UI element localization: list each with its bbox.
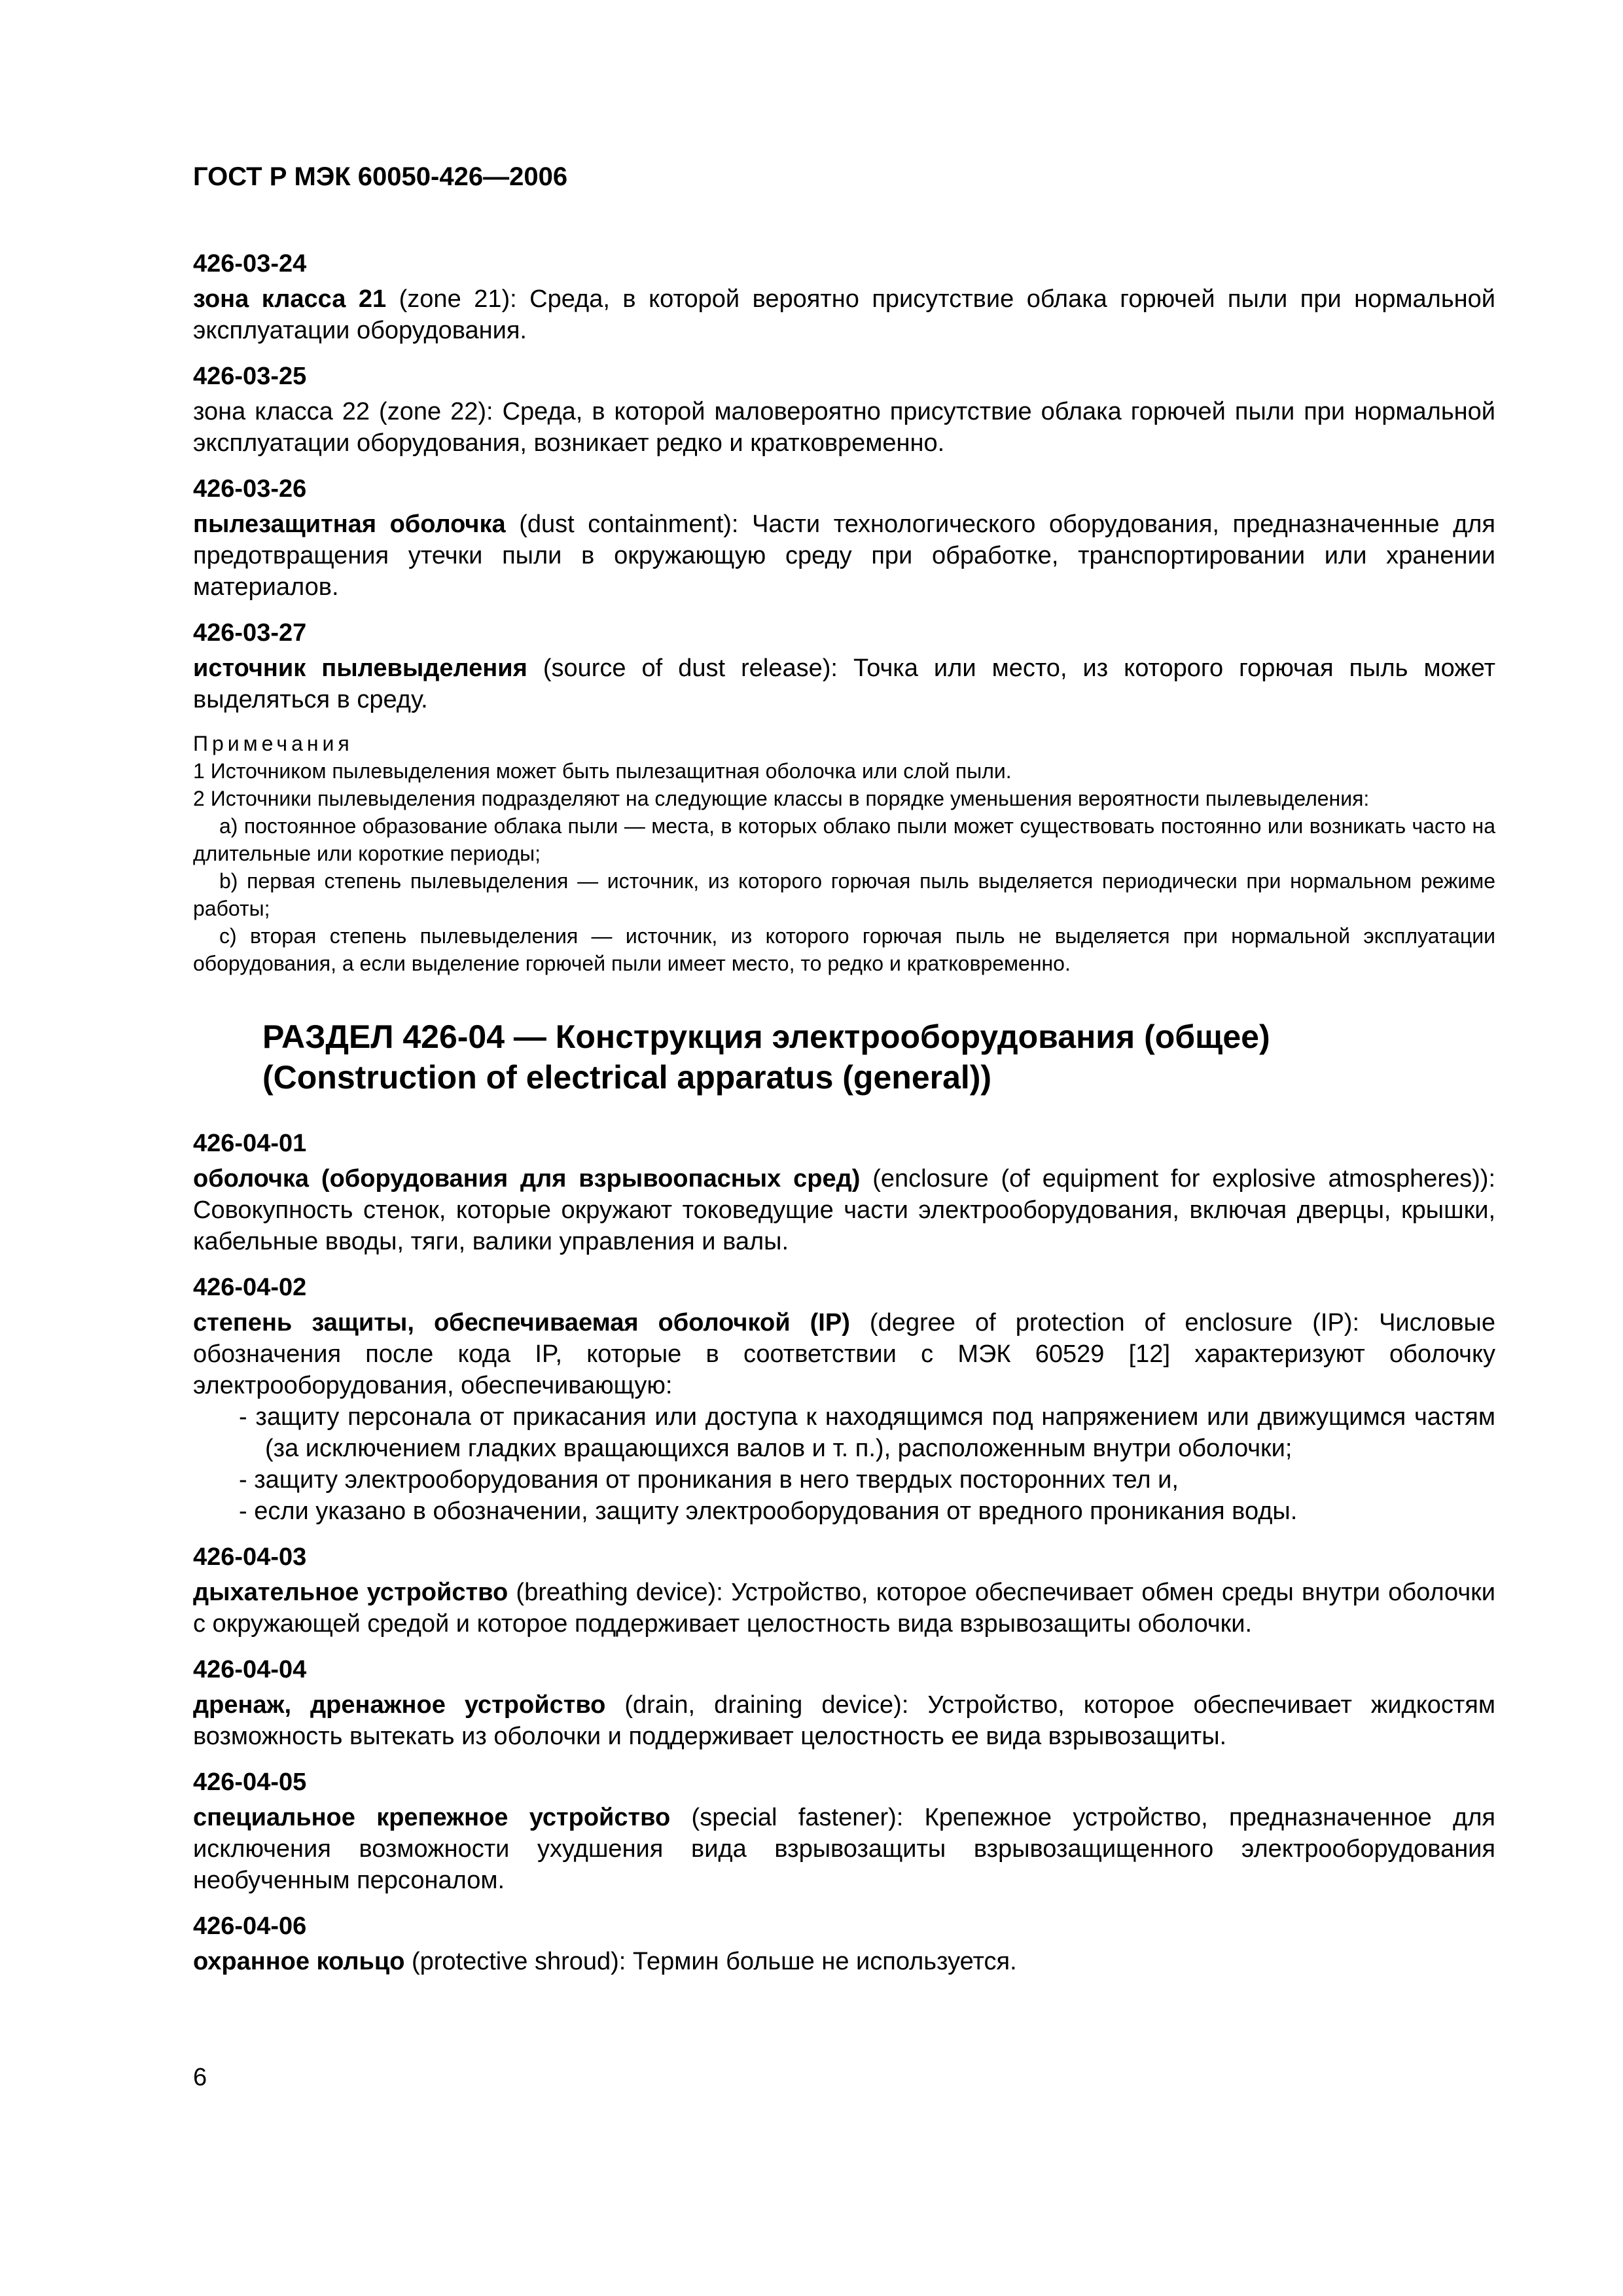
- note-2-item-b: b) первая степень пылевыделения — источник, из которого горючая пыль выделяется периодически при нормальном режиме работы;: [193, 869, 1495, 920]
- term-definition: [193, 396, 1495, 459]
- term-name: оболочка (оборудования для взрывоопасных сред): [193, 1165, 861, 1193]
- protection-list: [193, 1401, 1495, 1527]
- term-entry: [193, 1128, 1495, 1257]
- term-id: 426-04-03: [193, 1543, 307, 1571]
- term-name: специальное крепежное устройство: [193, 1804, 671, 1831]
- term-definition: [193, 283, 1495, 346]
- term-definition: [193, 653, 1495, 715]
- term-text: (breathing device): Устройство, которое обеспечивает обмен среды внутри оболочки с окружающей средой и которое поддерживает целостность вида взрывозащиты оболочки.: [193, 1579, 1495, 1638]
- term-name: зона класса 21: [193, 285, 387, 313]
- term-definition: [193, 1577, 1495, 1640]
- term-text: (protective shroud): Термин больше не используется.: [404, 1948, 1017, 1975]
- term-entry: [193, 361, 1495, 459]
- term-name: охранное кольцо: [193, 1948, 405, 1975]
- term-entry: [193, 617, 1495, 715]
- term-id: 426-04-05: [193, 1768, 307, 1796]
- note-2: 2 Источники пылевыделения подразделяют на следующие классы в порядке уменьшения вероятности пылевыделения:: [193, 787, 1370, 810]
- term-text: (special fastener): Крепежное устройство, предназначенное для исключения возможности ухудшения вида взрывозащиты взрывозащищенного электрооборудования необученным персоналом.: [193, 1804, 1495, 1894]
- note-2-item-a: а) постоянное образование облака пыли — места, в которых облако пыли может существовать постоянно или возникать часто на длительные или короткие периоды;: [193, 814, 1495, 865]
- term-text: (drain, draining device): Устройство, которое обеспечивает жидкостям возможность вытекать из оболочки и поддерживает целостность ее вида взрывозащиты.: [193, 1691, 1495, 1750]
- term-definition: [193, 509, 1495, 603]
- term-id: 426-03-24: [193, 250, 307, 278]
- term-definition: [193, 1307, 1495, 1401]
- term-id: 426-04-01: [193, 1130, 307, 1157]
- section-title-line-2: (Construction of electrical apparatus (general)): [262, 1059, 992, 1096]
- term-text: (zone 21): Среда, в которой вероятно присутствие облака горючей пыли при нормальной эксплуатации оборудования.: [193, 285, 1495, 344]
- term-id: 426-03-26: [193, 475, 307, 503]
- term-name: степень защиты, обеспечиваемая оболочкой (IP): [193, 1309, 850, 1336]
- term-id: 426-03-25: [193, 363, 307, 390]
- term-entry: [193, 1654, 1495, 1752]
- term-name: пылезащитная оболочка: [193, 511, 506, 538]
- term-definition: [193, 1946, 1495, 1977]
- notes-block: [193, 730, 1495, 977]
- term-id: 426-04-02: [193, 1274, 307, 1301]
- term-definition: [193, 1802, 1495, 1896]
- note-2-item-c: c) вторая степень пылевыделения — источник, из которого горючая пыль не выделяется при нормальной эксплуатации оборудования, а если выделение горючей пыли имеет место, то редко и кратковременно.: [193, 924, 1495, 975]
- term-entry: [193, 1910, 1495, 1977]
- term-id: 426-04-04: [193, 1656, 307, 1683]
- term-entry: [193, 1272, 1495, 1527]
- term-name: источник пылевыделения: [193, 655, 527, 682]
- term-text: (source of dust release): Точка или место, из которого горючая пыль может выделяться в среду.: [193, 655, 1495, 713]
- list-item: - если указано в обозначении, защиту электрооборудования от вредного проникания воды.: [239, 1498, 1298, 1525]
- term-definition: [193, 1689, 1495, 1752]
- page-number: 6: [193, 2064, 207, 2091]
- list-item: - защиту электрооборудования от проникания в него твердых посторонних тел и,: [239, 1466, 1179, 1494]
- term-name: дыхательное устройство: [193, 1579, 508, 1606]
- term-name: дренаж, дренажное устройство: [193, 1691, 606, 1719]
- notes-title: Примечания: [193, 732, 353, 755]
- section-title: [262, 1016, 1495, 1098]
- term-text: (dust containment): Части технологического оборудования, предназначенные для предотвращения утечки пыли в окружающую среду при обработке, транспортировании или хранении материалов.: [193, 511, 1495, 601]
- term-definition: [193, 1163, 1495, 1257]
- term-id: 426-03-27: [193, 619, 307, 647]
- term-entry: [193, 473, 1495, 603]
- document-page: [193, 160, 1495, 1992]
- term-text: (degree of protection of enclosure (IP): Числовые обозначения после кода IP, которые в соответствии с МЭК 60529 [12] характеризуют оболочку электрооборудования, обеспечивающую:: [193, 1309, 1495, 1399]
- document-header: ГОСТ Р МЭК 60050-426—2006: [193, 162, 568, 191]
- term-entry: [193, 1541, 1495, 1640]
- term-entry: [193, 1767, 1495, 1896]
- term-id: 426-04-06: [193, 1912, 307, 1940]
- note-1: 1 Источником пылевыделения может быть пылезащитная оболочка или слой пыли.: [193, 759, 1012, 783]
- list-item: - защиту персонала от прикасания или доступа к находящимся под напряжением или движущимся частям (за исключением гладких вращающихся валов и т. п.), расположенным внутри оболочки;: [239, 1403, 1495, 1462]
- term-entry: [193, 248, 1495, 346]
- section-title-line-1: РАЗДЕЛ 426-04 — Конструкция электрооборудования (общее): [262, 1018, 1270, 1055]
- term-text: (enclosure (of equipment for explosive atmospheres)): Совокупность стенок, которые окружают токоведущие части электрооборудования, включая дверцы, крышки, кабельные вводы, тяги, валики управления и валы.: [193, 1165, 1495, 1255]
- term-text: зона класса 22 (zone 22): Среда, в которой маловероятно присутствие облака горючей пыли при нормальной эксплуатации оборудования, возникает редко и кратковременно.: [193, 398, 1495, 457]
